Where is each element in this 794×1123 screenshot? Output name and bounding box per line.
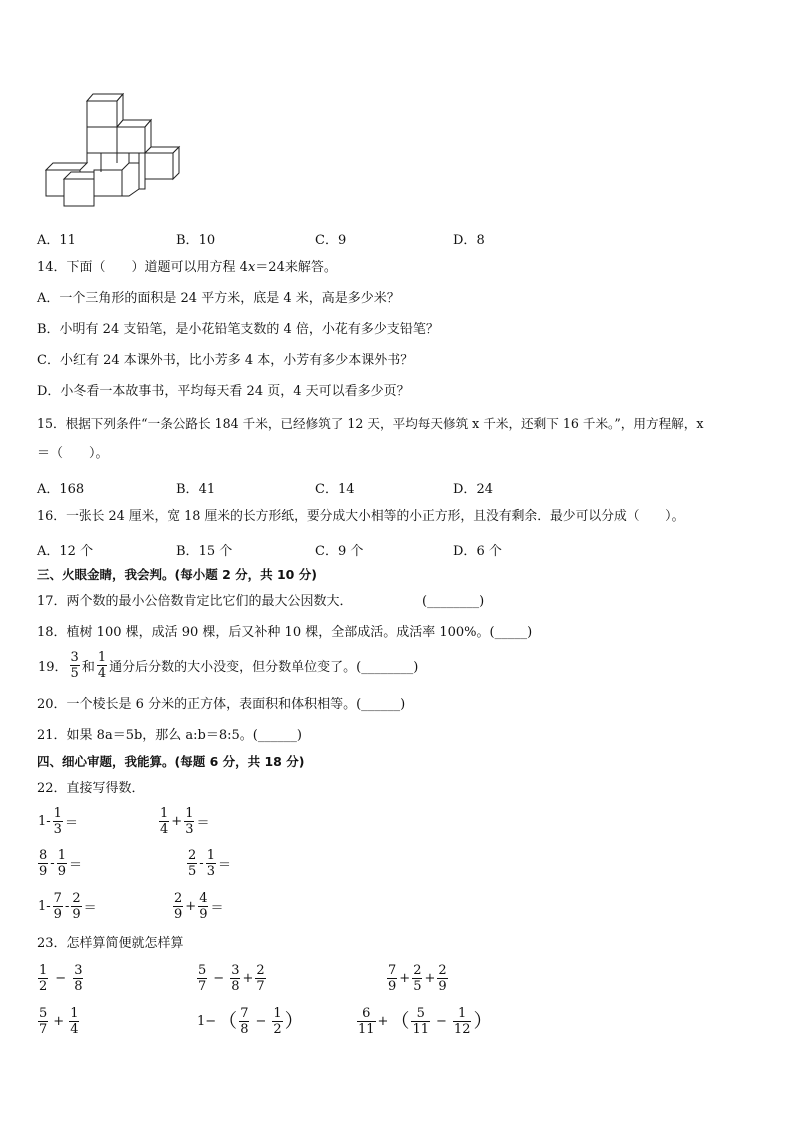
denominator: 3	[206, 864, 215, 879]
fraction	[173, 891, 183, 922]
denominator: 5	[413, 979, 422, 994]
numerator: 5	[411, 1006, 430, 1022]
q15-option-d[interactable]	[453, 478, 493, 497]
equals: ＝	[64, 816, 78, 831]
q23-title: 23．怎样算简便就怎样算	[37, 936, 184, 951]
denominator: 11	[412, 1022, 430, 1037]
operator: −	[55, 971, 67, 986]
q16-option-a[interactable]	[37, 540, 93, 559]
numerator: 1	[185, 806, 194, 821]
fraction	[230, 963, 240, 994]
equals: ＝	[68, 858, 82, 873]
q15-option-b[interactable]	[176, 478, 215, 497]
q21-stem: 21．如果 8a＝5b，那么 a:b＝8:5。(______)	[37, 728, 302, 743]
fraction	[411, 1006, 430, 1037]
fraction	[38, 963, 48, 994]
q16-option-c[interactable]	[315, 540, 363, 559]
fraction	[184, 806, 194, 837]
option-text: 10	[198, 233, 216, 248]
operand: 1-	[38, 899, 51, 914]
fraction	[38, 1006, 48, 1037]
denominator: 12	[453, 1022, 471, 1037]
option-text: 8	[476, 233, 485, 248]
option-text: 24	[476, 482, 493, 497]
option-letter: A．	[37, 544, 60, 559]
fraction	[73, 963, 83, 994]
denominator: 3	[53, 822, 62, 837]
fraction	[198, 891, 208, 922]
q14-stem-var: x	[247, 260, 256, 275]
option-letter: B．	[176, 544, 199, 559]
denominator: 9	[53, 907, 62, 922]
fraction	[187, 848, 197, 879]
option-letter: B．	[176, 233, 199, 248]
q23-expr-6	[356, 1006, 493, 1037]
operator: -	[64, 899, 70, 914]
numerator: 1	[53, 806, 62, 821]
numerator: 1	[273, 1006, 282, 1021]
left-paren: （	[390, 1010, 410, 1032]
fraction	[255, 963, 265, 994]
q17-answer-blank[interactable]: (________)	[422, 594, 485, 609]
option-letter: B．	[176, 482, 199, 497]
q17-stem: 17．两个数的最小公倍数肯定比它们的最大公因数大．	[37, 594, 353, 609]
q19-number: 19．	[38, 660, 68, 675]
q14-stem-pre: 14．下面（ ）道题可以用方程 4	[37, 260, 248, 275]
option-text: 14	[337, 482, 355, 497]
operator: +	[185, 899, 197, 914]
fraction	[387, 963, 397, 994]
denominator: 7	[198, 979, 207, 994]
q23-expr-5	[196, 1006, 305, 1037]
q22-expr-1	[37, 806, 79, 837]
operator: -	[199, 856, 204, 871]
q14-option-b[interactable]: B．小明有 24 支铅笔，是小花铅笔支数的 4 倍，小花有多少支铅笔？	[37, 322, 439, 337]
numerator: 1	[453, 1006, 472, 1022]
section-4-title: 四、细心审题，我能算。(每题 6 分，共 18 分)	[37, 754, 305, 769]
q22-expr-2	[158, 806, 210, 837]
right-paren: ）	[473, 1010, 493, 1032]
numerator: 1	[70, 1006, 79, 1021]
equals: ＝	[83, 901, 97, 916]
q23-expr-1	[37, 963, 84, 994]
numerator: 1	[97, 650, 107, 665]
q14-stem-post: ＝24来解答。	[255, 260, 337, 275]
q23-expr-2	[196, 963, 267, 994]
numerator: 8	[39, 848, 48, 863]
q13-option-b[interactable]	[176, 229, 215, 248]
operator: -	[50, 856, 55, 871]
q15-stem-line1: 15．根据下列条件“一条公路长 184 千米，已经修筑了 12 天，平均每天修筑 x 千米，还剩下 16 千米。”，用方程解，x	[37, 416, 704, 431]
denominator: 5	[70, 666, 79, 681]
option-letter: D．	[453, 544, 477, 559]
fraction	[97, 650, 107, 681]
numerator: 6	[357, 1006, 376, 1022]
q16-option-b[interactable]	[176, 540, 232, 559]
denominator: 4	[160, 822, 169, 837]
option-letter: A．	[37, 233, 60, 248]
fraction	[70, 650, 80, 681]
option-letter: C．	[315, 482, 338, 497]
denominator: 9	[72, 907, 81, 922]
numerator: 1	[57, 848, 66, 863]
q14-stem	[37, 260, 337, 276]
numerator: 3	[70, 650, 79, 665]
numerator: 1	[206, 848, 215, 863]
fraction	[69, 1006, 79, 1037]
operator: −	[213, 971, 225, 986]
numerator: 1	[160, 806, 169, 821]
denominator: 3	[185, 822, 194, 837]
operand: 1-	[38, 814, 51, 829]
fraction	[239, 1006, 249, 1037]
equals: ＝	[217, 858, 231, 873]
fraction	[453, 1006, 472, 1037]
equals: ＝	[196, 816, 210, 831]
denominator: 11	[358, 1022, 375, 1037]
fraction	[53, 806, 63, 837]
q13-option-c[interactable]	[315, 229, 346, 248]
option-text: 9 个	[337, 544, 364, 559]
option-text: 168	[59, 482, 85, 497]
option-text: 9	[337, 233, 347, 248]
fraction	[272, 1006, 282, 1037]
q16-stem: 16．一张长 24 厘米，宽 18 厘米的长方形纸，要分成大小相等的小正方形，且没有剩余．最少可以分成（ ）。	[37, 509, 685, 524]
q19-tail: 通分后分数的大小没变，但分数单位变了。(________)	[109, 660, 419, 675]
operator: −	[436, 1014, 447, 1029]
q22-title: 22．直接写得数．	[37, 781, 145, 796]
denominator: 2	[273, 1022, 282, 1037]
fraction	[53, 891, 63, 922]
right-paren: ）	[284, 1010, 304, 1032]
fraction	[197, 963, 207, 994]
numerator: 2	[256, 963, 265, 978]
operator: −	[255, 1014, 267, 1029]
section-3-title: 三、火眼金睛，我会判。(每小题 2 分，共 10 分)	[37, 567, 317, 582]
cube-stack-figure	[45, 93, 185, 208]
fraction	[71, 891, 81, 922]
fraction	[38, 848, 48, 879]
q14-option-d[interactable]: D．小冬看一本故事书，平均每天看 24 页，4 天可以看多少页？	[37, 384, 410, 399]
numerator: 3	[231, 963, 240, 978]
denominator: 2	[39, 979, 48, 994]
numerator: 2	[174, 891, 183, 906]
q19-stem	[37, 650, 419, 681]
option-text: 11	[59, 233, 76, 248]
numerator: 4	[199, 891, 208, 906]
numerator: 2	[413, 963, 422, 978]
operator: +	[242, 971, 254, 986]
option-letter: A．	[37, 482, 60, 497]
option-text: 15 个	[198, 544, 233, 559]
q14-option-a[interactable]: A．一个三角形的面积是 24 平方米，底是 4 米，高是多少米？	[37, 291, 400, 306]
operator: +	[377, 1014, 389, 1029]
q22-expr-6	[172, 891, 224, 922]
q22-expr-3	[37, 848, 83, 879]
q23-expr-4	[37, 1006, 80, 1037]
denominator: 9	[388, 979, 397, 994]
operand: 1−	[197, 1014, 217, 1029]
operator: +	[399, 971, 411, 986]
denominator: 9	[39, 864, 48, 879]
option-letter: C．	[315, 233, 338, 248]
fraction	[412, 963, 422, 994]
q15-stem-line2: ＝（ ）。	[37, 446, 109, 461]
equals: ＝	[210, 901, 224, 916]
numerator: 2	[438, 963, 447, 978]
numerator: 7	[53, 891, 62, 906]
numerator: 5	[39, 1006, 48, 1021]
q15-option-c[interactable]	[315, 478, 355, 497]
numerator: 1	[39, 963, 48, 978]
denominator: 9	[199, 907, 208, 922]
denominator: 5	[188, 864, 197, 879]
option-text: 12 个	[59, 544, 94, 559]
option-text: 41	[198, 482, 216, 497]
denominator: 8	[240, 1022, 249, 1037]
fraction	[206, 848, 216, 879]
q16-option-d[interactable]	[453, 540, 502, 559]
denominator: 8	[74, 979, 83, 994]
denominator: 9	[57, 864, 66, 879]
q15-option-a[interactable]	[37, 478, 84, 497]
denominator: 9	[438, 979, 447, 994]
denominator: 7	[256, 979, 265, 994]
numerator: 5	[198, 963, 207, 978]
denominator: 7	[39, 1022, 48, 1037]
fraction	[437, 963, 447, 994]
q14-option-c[interactable]: C．小红有 24 本课外书，比小芳多 4 本，小芳有多少本课外书？	[37, 353, 414, 368]
q20-stem: 20．一个棱长是 6 分米的正方体，表面积和体积相等。(______)	[37, 697, 406, 712]
numerator: 2	[188, 848, 197, 863]
option-letter: D．	[453, 233, 477, 248]
fraction	[357, 1006, 376, 1037]
denominator: 4	[97, 666, 107, 681]
fraction	[159, 806, 169, 837]
q22-expr-5	[37, 891, 98, 922]
q19-and: 和	[81, 660, 95, 675]
option-letter: C．	[315, 544, 338, 559]
q23-expr-3	[386, 963, 449, 994]
operator: +	[171, 814, 183, 829]
numerator: 7	[240, 1006, 249, 1021]
option-text: 6 个	[476, 544, 502, 559]
operator: +	[53, 1014, 65, 1029]
denominator: 4	[70, 1022, 79, 1037]
option-letter: D．	[453, 482, 477, 497]
numerator: 3	[74, 963, 83, 978]
fraction	[57, 848, 67, 879]
left-paren: （	[218, 1010, 238, 1032]
denominator: 9	[174, 907, 183, 922]
numerator: 7	[388, 963, 397, 978]
q13-option-d[interactable]	[453, 229, 485, 248]
operator: +	[424, 971, 436, 986]
q18-stem: 18．植树 100 棵，成活 90 棵，后又补种 10 棵，全部成活。成活率 100%。(_____)	[37, 625, 533, 640]
q13-option-a[interactable]	[37, 229, 76, 248]
denominator: 8	[231, 979, 240, 994]
numerator: 2	[72, 891, 81, 906]
q22-expr-4	[186, 848, 232, 879]
